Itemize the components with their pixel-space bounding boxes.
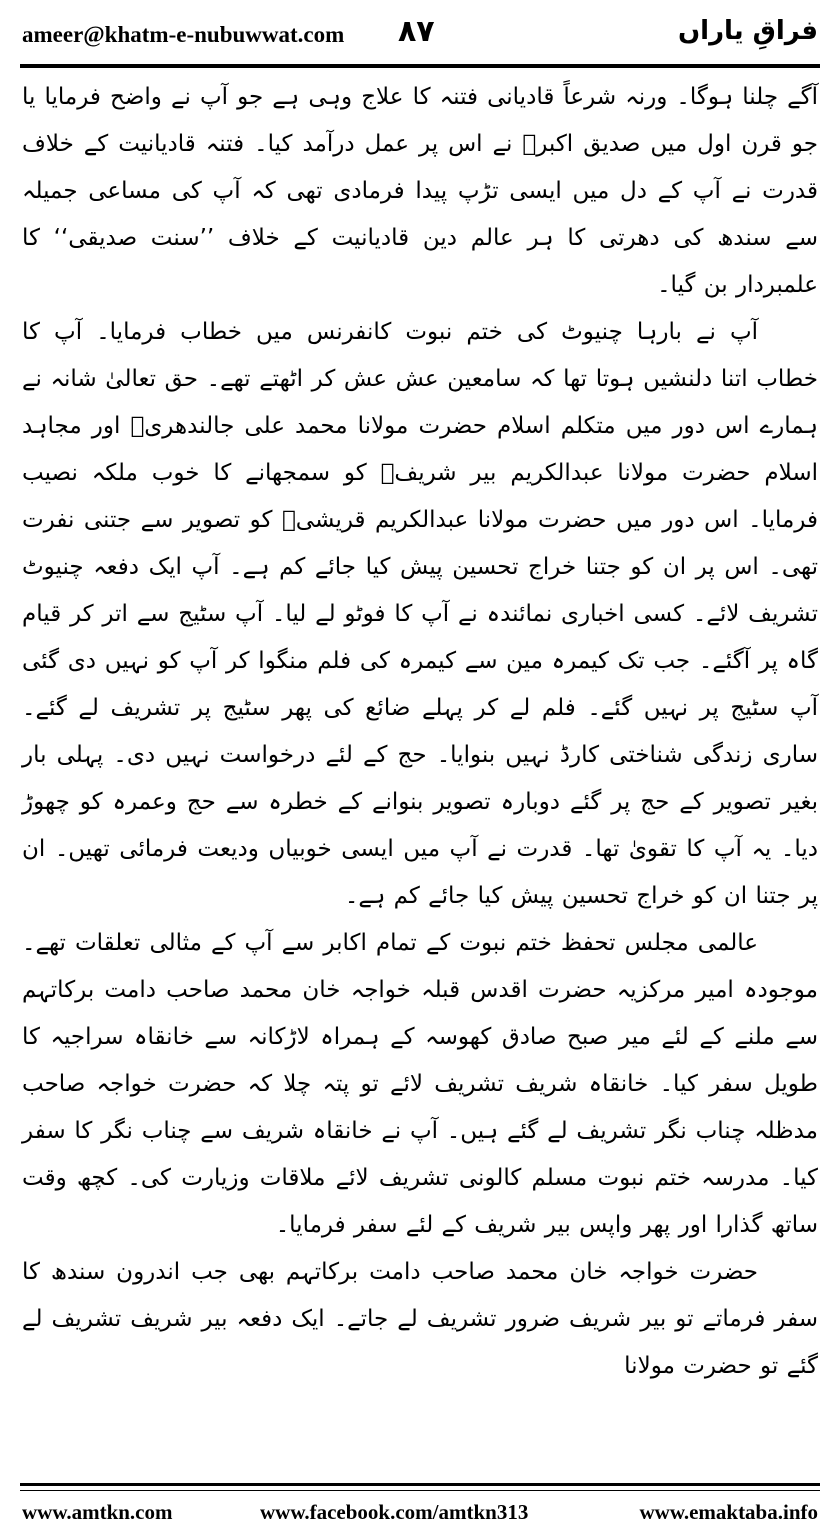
page-number: ۸۷ [398,14,435,49]
page-footer [22,1500,818,1530]
page-header [22,16,818,60]
footer-link-emaktaba: www.emaktaba.info [639,1500,818,1524]
footer-rule-thin [20,1490,820,1491]
header-email: ameer@khatm-e-nubuwwat.com [22,22,345,47]
footer-rule [20,1483,820,1486]
page-body [22,74,818,1454]
paragraph-2: آپ نے بارہا چنیوٹ کی ختم نبوت کانفرنس میں خطاب فرمایا۔ آپ کا خطاب اتنا دلنشیں ہوتا تھا کہ سامعین عش عش کر اٹھتے تھے۔ حق تعالیٰ شانہ نے ہمارے اس دور میں متکلم اسلام حضرت مولانا محمد علی جالندھریؒ اور مجاہد اسلام حضرت مولانا عبدالکریم بیر شریفؒ کو سمجھانے کا خوب ملکہ نصیب فرمایا۔ اس دور میں حضرت مولانا عبدالکریم قریشیؒ کو تصویر سے جتنی نفرت تھی۔ اس پر ان کو جتنا خراج تحسین پیش کیا جائے کم ہے۔ آپ ایک دفعہ چنیوٹ تشریف لائے۔ کسی اخباری نمائندہ نے آپ کا فوٹو لے لیا۔ آپ سٹیج سے اتر کر قیام گاہ پر آگئے۔ جب تک کیمرہ مین سے کیمرہ کی فلم منگوا کر آپ کو نہیں دی گئی آپ سٹیج پر نہیں گئے۔ فلم لے کر پہلے ضائع کی پھر سٹیج پر تشریف لے گئے۔ ساری زندگی شناختی کارڈ نہیں بنوایا۔ حج کے لئے درخواست نہیں دی۔ پہلی بار بغیر تصویر کے حج پر گئے دوبارہ تصویر بنوانے کے خطرہ سے حج وعمرہ کو چھوڑ دیا۔ یہ آپ کا تقویٰ تھا۔ قدرت نے آپ میں ایسی خوبیاں ودیعت فرمائی تھیں۔ ان پر جتنا ان کو خراج تحسین پیش کیا جائے کم ہے۔ [22,319,818,909]
paragraph-3: عالمی مجلس تحفظ ختم نبوت کے تمام اکابر سے آپ کے مثالی تعلقات تھے۔ موجودہ امیر مرکزیہ حضرت اقدس قبلہ خواجہ خان محمد صاحب دامت برکاتہم سے ملنے کے لئے میر صبح صادق کھوسہ کے ہمراہ لاڑکانہ سے خانقاہ سراجیہ کا طویل سفر کیا۔ خانقاہ شریف تشریف لائے تو پتہ چلا کہ حضرت خواجہ صاحب مدظلہ چناب نگر تشریف لے گئے ہیں۔ آپ نے خانقاہ شریف سے چناب نگر کا سفر کیا۔ مدرسہ ختم نبوت مسلم کالونی تشریف لائے ملاقات وزیارت کی۔ کچھ وقت ساتھ گذارا اور پھر واپس بیر شریف کے لئے سفر فرمایا۔ [22,930,818,1238]
book-title: فراقِ یاراں [677,16,818,46]
footer-link-amtkn: www.amtkn.com [22,1500,173,1524]
paragraph-4: حضرت خواجہ خان محمد صاحب دامت برکاتہم بھی جب اندرون سندھ کا سفر فرماتے تو بیر شریف ضرور تشریف لے جاتے۔ ایک دفعہ بیر شریف تشریف لے گئے تو حضرت مولانا [22,1259,818,1379]
header-rule [20,64,820,68]
paragraph-1: آگے چلنا ہوگا۔ ورنہ شرعاً قادیانی فتنہ کا علاج وہی ہے جو آپ نے واضح فرمایا یا جو قرن اول میں صدیق اکبرؓ نے اس پر عمل درآمد کیا۔ فتنہ قادیانیت کے خلاف قدرت نے آپ کے دل میں ایسی تڑپ پیدا فرمادی تھی کہ آپ کی مساعی جمیلہ سے سندھ کی دھرتی کا ہر عالم دین قادیانیت کے خلاف ’’سنت صدیقی‘‘ کا علمبردار بن گیا۔ [22,84,818,298]
footer-link-facebook: www.facebook.com/amtkn313 [260,1500,529,1524]
